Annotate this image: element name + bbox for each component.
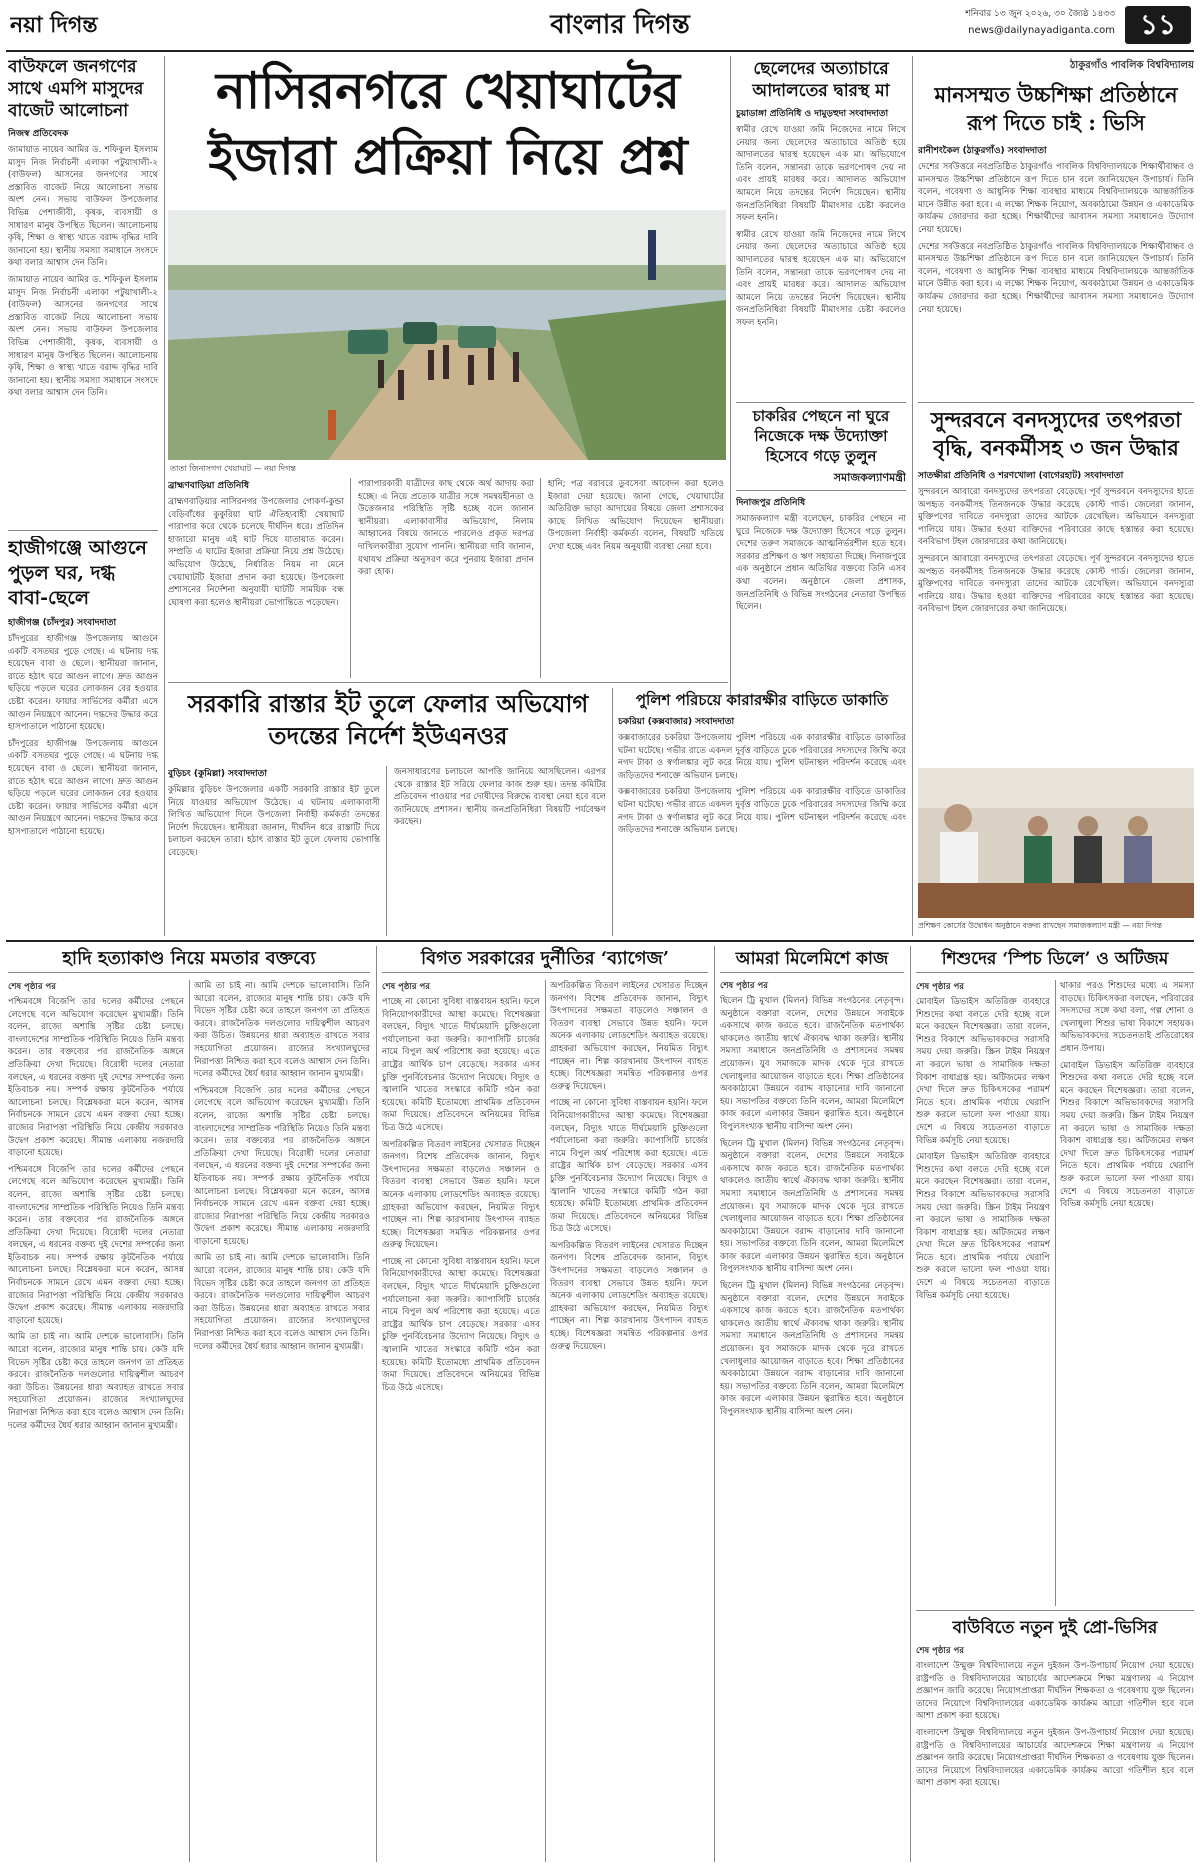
story-road-bricks — [168, 688, 608, 936]
story-work-together — [720, 946, 904, 1862]
story-title[interactable]: শিশুদের ‘স্পিচ ডিলে’ ও অটিজম — [916, 946, 1194, 973]
continued-kicker: শেষ পৃষ্ঠার পর — [916, 982, 964, 992]
story-body-cont: পশ্চিমবঙ্গে বিজেপি তার দলের কর্মীদের পেছনে লেগেছে বলে অভিযোগ করেছেন মুখ্যমন্ত্রী। তিনি বলেন, রাজ্যে অশান্তি সৃষ্টির চেষ্টা চলছে। বাংলাদেশের সাম্প্রতিক পরিস্থিতি নিয়েও তিনি মন্তব্য করেন। তার বক্তব্যের পর রাজনৈতিক অঙ্গনে প্রতিক্রিয়া দেখা দিয়েছে। বিরোধী দলের নেতারা বলছেন, এ ধরনের বক্তব্য দুই দেশের সম্পর্কের জন্য ইতিবাচক নয়। সম্পর্ক রক্ষায় কূটনৈতিক পর্যায়ে আলোচনা চলছে। বিশ্লেষকরা মনে করেন, আসন্ন নির্বাচনকে সামনে রেখে এমন বক্তব্য দেয়া হচ্ছে। রাজ্যের নিরাপত্তা পরিস্থিতি নিয়ে কেন্দ্রীয় সরকারও উদ্বেগ প্রকাশ করেছে। সীমান্ত এলাকায় নজরদারি বাড়ানো হয়েছে। — [8, 1164, 184, 1326]
masthead-logo[interactable]: নয়া দিগন্ত — [10, 12, 98, 38]
lead-body — [168, 478, 726, 678]
story-mamata — [8, 946, 370, 1862]
story-title[interactable]: হাজীগঞ্জে আগুনে পুড়ল ঘর, দগ্ধ বাবা-ছেলে — [8, 537, 147, 609]
story-body-cont: ছিলেন ট্রি মুখাল (মিলন) বিভিন্ন সংগঠনের নেতৃবৃন্দ। অনুষ্ঠানে বক্তারা বলেন, দেশের উন্নয়নে সবাইকে একসাথে কাজ করতে হবে। রাজনৈতিক মতপার্থক্য থাকলেও জাতীয় স্বার্থে ঐক্যবদ্ধ থাকা জরুরি। স্থানীয় সমস্যা সমাধানে জনপ্রতিনিধি ও প্রশাসনের সমন্বয় প্রয়োজন। যুব সমাজকে মাদক থেকে দূরে রাখতে খেলাধুলার আয়োজন বাড়াতে হবে। শিক্ষা প্রতিষ্ঠানের অবকাঠামো উন্নয়নে বরাদ্দ বাড়ানোর দাবি জানানো হয়। সভাপতির বক্তব্যে তিনি বলেন, আমরা মিলেমিশে কাজ করলে এলাকার উন্নয়ন ত্বরান্বিত হবে। অনুষ্ঠানে বিপুলসংখ্যক স্থানীয় বাসিন্দা অংশ নেন। — [720, 1138, 904, 1275]
story-title[interactable]: হাদি হত্যাকাণ্ড নিয়ে মমতার বক্তব্যে — [8, 946, 370, 973]
byline: রানীশংকৈল (ঠাকুরগাঁও) সংবাদদাতা — [918, 146, 1047, 156]
story-mother-court — [736, 58, 906, 398]
story-body-cont: জনসাধারণের চলাচলে আপত্তি জানিয়ে আসছিলেন। এরপর থেকে রাস্তার ইট সরিয়ে ফেলার কাজ শুরু হয়। তদন্ত কমিটির প্রতিবেদন পাওয়ার পর দোষীদের বিরুদ্ধে ব্যবস্থা নেয়া হবে বলে জানিয়েছে প্রশাসন। স্থানীয় জনপ্রতিনিধিরা বিষয়টি পর্যবেক্ষণ করছেন। — [394, 767, 606, 828]
story-body: পশ্চিমবঙ্গে বিজেপি তার দলের কর্মীদের পেছনে লেগেছে বলে অভিযোগ করেছেন মুখ্যমন্ত্রী। তিনি বলেন, রাজ্যে অশান্তি সৃষ্টির চেষ্টা চলছে। বাংলাদেশের সাম্প্রতিক পরিস্থিতি নিয়েও তিনি মন্তব্য করেন। তার বক্তব্যের পর রাজনৈতিক অঙ্গনে প্রতিক্রিয়া দেখা দিয়েছে। বিরোধী দলের নেতারা বলছেন, এ ধরনের বক্তব্য দুই দেশের সম্পর্কের জন্য ইতিবাচক নয়। সম্পর্ক রক্ষায় কূটনৈতিক পর্যায়ে আলোচনা চলছে। বিশ্লেষকরা মনে করেন, আসন্ন নির্বাচনকে সামনে রেখে এমন বক্তব্য দেয়া হচ্ছে। রাজ্যের নিরাপত্তা পরিস্থিতি নিয়ে কেন্দ্রীয় সরকারও উদ্বেগ প্রকাশ করেছে। সীমান্ত এলাকায় নজরদারি বাড়ানো হয়েছে। — [8, 997, 184, 1159]
story-title[interactable]: সরকারি রাস্তার ইট তুলে ফেলার অভিযোগ তদন্তের নির্দেশ ইউএনওর — [187, 689, 589, 750]
lead-body-col2: পারাপারকারী যাত্রীদের কাছ থেকে অর্থ আদায় করা হচ্ছে। এ নিয়ে প্রত্যেক যাত্রীর সঙ্গে সমন্বয়হীনতা ও উত্তেজনার পরিস্থিতি সৃষ্টি হচ্ছে বলে জানান স্থানীয়রা। এলাকাবাসীর অভিযোগ, নিলাম আহ্বানের বিষয়ে জানতে পারলেও প্রকৃত দরপত্র দাখিলকারীরা সুযোগ পাননি। স্থানীয়রা দাবি জানান, যথাযথ প্রক্রিয়া অনুসরণ করে পুনরায় ইজারা প্রদান করা হোক। — [358, 479, 534, 578]
byline: হাজীগঞ্জ (চাঁদপুর) সংবাদদাতা — [8, 618, 117, 628]
story-body-cont: অপরিকল্পিত বিতরণ লাইনের খেসারত দিচ্ছেন জনগণ। বিশেষ প্রতিবেদক জানান, বিদ্যুৎ উৎপাদনের সক্ষমতা বাড়লেও সঞ্চালন ও বিতরণ ব্যবস্থা সেভাবে উন্নত হয়নি। ফলে অনেক এলাকায় লোডশেডিং অব্যাহত রয়েছে। গ্রাহকরা অভিযোগ করছেন, নিয়মিত বিদ্যুৎ পাচ্ছেন না। শিল্প কারখানায় উৎপাদন ব্যাহত হচ্ছে। বিশেষজ্ঞরা সমন্বিত পরিকল্পনার ওপর গুরুত্ব দিয়েছেন। — [382, 1139, 540, 1251]
story-baufal-budget — [8, 56, 158, 526]
story-body-cont: আমি তা চাই না। আমি দেশকে ভালোবাসি। তিনি আরো বলেন, রাজ্যের মানুষ শান্তি চায়। কেউ যদি বিভেদ সৃষ্টির চেষ্টা করে তাহলে জনগণ তা প্রতিহত করবে। রাজনৈতিক দলগুলোর দায়িত্বশীল আচরণ করা উচিত। উন্নয়নের ধারা অব্যাহত রাখতে সবার সহযোগিতা প্রয়োজন। রাজ্যের সংখ্যালঘুদের নিরাপত্তা নিশ্চিত করা হবে বলেও আশ্বাস দেন তিনি। দলের কর্মীদের ধৈর্য ধরার আহ্বান জানান মুখ্যমন্ত্রী। — [194, 1253, 370, 1352]
continued-kicker: শেষ পৃষ্ঠার পর — [916, 1646, 964, 1656]
story-speech-delay — [916, 946, 1194, 1606]
story-body-cont: মোবাইল ডিভাইস অতিরিক্ত ব্যবহারে শিশুদের কথা বলতে দেরি হচ্ছে বলে মনে করছেন বিশেষজ্ঞরা। তারা বলেন, শিশুর বিকাশে অভিভাবকদের সরাসরি সময় দেয়া জরুরি। স্ক্রিন টাইম নিয়ন্ত্রণ না করলে ভাষা ও সামাজিক দক্ষতা বিকাশ বাধাগ্রস্ত হয়। অটিজমের লক্ষণ দেখা দিলে দ্রুত চিকিৎসকের পরামর্শ নিতে হবে। প্রাথমিক পর্যায়ে থেরাপি শুরু করলে ভালো ফল পাওয়া যায়। দেশে এ বিষয়ে সচেতনতা বাড়াতে বিভিন্ন কর্মসূচি নেয়া হয়েছে। — [916, 1152, 1050, 1301]
story-title[interactable]: বাউবিতে নতুন দুই প্রো-ভিসির — [952, 1618, 1158, 1638]
lead-headline — [172, 58, 724, 198]
story-body-cont: আমি তা চাই না। আমি দেশকে ভালোবাসি। তিনি আরো বলেন, রাজ্যের মানুষ শান্তি চায়। কেউ যদি বিভেদ সৃষ্টির চেষ্টা করে তাহলে জনগণ তা প্রতিহত করবে। রাজনৈতিক দলগুলোর দায়িত্বশীল আচরণ করা উচিত। উন্নয়নের ধারা অব্যাহত রাখতে সবার সহযোগিতা প্রয়োজন। রাজ্যের সংখ্যালঘুদের নিরাপত্তা নিশ্চিত করা হবে বলেও আশ্বাস দেন তিনি। দলের কর্মীদের ধৈর্য ধরার আহ্বান জানান মুখ্যমন্ত্রী। — [194, 981, 370, 1080]
continued-kicker: শেষ পৃষ্ঠার পর — [8, 982, 56, 992]
continued-kicker: শেষ পৃষ্ঠার পর — [720, 981, 768, 991]
story-sundarbans — [918, 406, 1194, 762]
lead-byline: ব্রাহ্মণবাড়িয়া প্রতিনিধি — [168, 481, 250, 491]
byline: দিনাজপুর প্রতিনিধি — [736, 498, 806, 508]
story-body-cont: স্বামীর রেখে যাওয়া জমি নিজেদের নামে লিখে নেয়ার জন্য ছেলেদের অত্যাচারে অতিষ্ঠ হয়ে আদালতের দ্বারস্থ হয়েছেন এক মা। অভিযোগে তিনি বলেন, সন্তানরা তাকে ভরণপোষণ দেয় না এবং প্রায়ই মারধর করে। আদালত অভিযোগ আমলে নিয়ে তদন্তের নির্দেশ দিয়েছেন। স্থানীয় জনপ্রতিনিধিরা বিষয়টি মীমাংসার চেষ্টা করলেও সফল হননি। — [736, 229, 906, 328]
story-body-cont: অপরিকল্পিত বিতরণ লাইনের খেসারত দিচ্ছেন জনগণ। বিশেষ প্রতিবেদক জানান, বিদ্যুৎ উৎপাদনের সক্ষমতা বাড়লেও সঞ্চালন ও বিতরণ ব্যবস্থা সেভাবে উন্নত হয়নি। ফলে অনেক এলাকায় লোডশেডিং অব্যাহত রয়েছে। গ্রাহকরা অভিযোগ করছেন, নিয়মিত বিদ্যুৎ পাচ্ছেন না। শিল্প কারখানায় উৎপাদন ব্যাহত হচ্ছে। বিশেষজ্ঞরা সমন্বিত পরিকল্পনার ওপর গুরুত্ব দিয়েছেন। — [550, 1240, 708, 1352]
story-title[interactable]: চাকরির পেছনে না ঘুরে নিজেকে দক্ষ উদ্যোক্তা হিসেবে গড়ে তুলুন — [752, 407, 890, 465]
page-number-badge — [1125, 6, 1191, 44]
minister-photo[interactable] — [918, 768, 1194, 918]
lead-title-line2[interactable]: ইজারা প্রক্রিয়া নিয়ে প্রশ্ন — [208, 127, 688, 186]
dateline: শনিবার ১৩ জুন ২০২৬, ৩০ জ্যৈষ্ঠ ১৪৩৩ — [965, 9, 1115, 19]
story-body-cont: ছিলেন ট্রি মুখাল (মিলন) বিভিন্ন সংগঠনের নেতৃবৃন্দ। অনুষ্ঠানে বক্তারা বলেন, দেশের উন্নয়নে সবাইকে একসাথে কাজ করতে হবে। রাজনৈতিক মতপার্থক্য থাকলেও জাতীয় স্বার্থে ঐক্যবদ্ধ থাকা জরুরি। স্থানীয় সমস্যা সমাধানে জনপ্রতিনিধি ও প্রশাসনের সমন্বয় প্রয়োজন। যুব সমাজকে মাদক থেকে দূরে রাখতে খেলাধুলার আয়োজন বাড়াতে হবে। শিক্ষা প্রতিষ্ঠানের অবকাঠামো উন্নয়নে বরাদ্দ বাড়ানোর দাবি জানানো হয়। সভাপতির বক্তব্যে তিনি বলেন, আমরা মিলেমিশে কাজ করলে এলাকার উন্নয়ন ত্বরান্বিত হবে। অনুষ্ঠানে বিপুলসংখ্যক স্থানীয় বাসিন্দা অংশ নেন। — [720, 1281, 904, 1417]
website[interactable]: news@dailynayadiganta.com — [968, 25, 1115, 36]
story-title[interactable]: পুলিশ পরিচয়ে কারারক্ষীর বাড়িতে ডাকাতি — [635, 691, 889, 709]
story-body-cont: আমি তা চাই না। আমি দেশকে ভালোবাসি। তিনি আরো বলেন, রাজ্যের মানুষ শান্তি চায়। কেউ যদি বিভেদ সৃষ্টির চেষ্টা করে তাহলে জনগণ তা প্রতিহত করবে। রাজনৈতিক দলগুলোর দায়িত্বশীল আচরণ করা উচিত। উন্নয়নের ধারা অব্যাহত রাখতে সবার সহযোগিতা প্রয়োজন। রাজ্যের সংখ্যালঘুদের নিরাপত্তা নিশ্চিত করা হবে বলেও আশ্বাস দেন তিনি। দলের কর্মীদের ধৈর্য ধরার আহ্বান জানান মুখ্যমন্ত্রী। — [8, 1332, 184, 1431]
story-title[interactable]: বাউফলে জনগণের সাথে এমপি মাসুদের বাজেট আলোচনা — [8, 57, 144, 121]
story-body: দেশের সর্বউত্তরে নবপ্রতিষ্ঠিত ঠাকুরগাঁও পাবলিক বিশ্ববিদ্যালয়কে শিক্ষার্থীবান্ধব ও মানসম্মত উচ্চশিক্ষা প্রতিষ্ঠানে রূপ দিতে চান বলে জানিয়েছেন উপাচার্য। তিনি বলেন, গবেষণা ও আধুনিক শিক্ষা ব্যবস্থার মাধ্যমে বিশ্ববিদ্যালয়কে আন্তর্জাতিক মানে উন্নীত করা হবে। এ লক্ষ্যে শিক্ষক নিয়োগ, অবকাঠামো উন্নয়ন ও একাডেমিক কার্যক্রম জোরদার করা হচ্ছে। শিক্ষার্থীদের আবাসন সমস্যা সমাধানেও উদ্যোগ নেয়া হয়েছে। — [918, 162, 1194, 235]
story-body-cont: পাচ্ছে না কোনো সুবিধা বাস্তবায়ন হয়নি। ফলে বিনিয়োগকারীদের আস্থা কমেছে। বিশেষজ্ঞরা বলছেন, বিদ্যুৎ খাতে দীর্ঘমেয়াদি চুক্তিগুলো পর্যালোচনা করা জরুরি। ক্যাপাসিটি চার্জের নামে বিপুল অর্থ পরিশোধ করা হয়েছে। এতে রাষ্ট্রের আর্থিক চাপ বেড়েছে। সরকার এসব চুক্তি পুনর্বিবেচনার উদ্যোগ নিয়েছে। বিদ্যুৎ ও জ্বালানি খাতের সংস্কারে কমিটি গঠন করা হয়েছে। কমিটি ইতোমধ্যে প্রাথমিক প্রতিবেদন জমা দিয়েছে। প্রতিবেদনে অনিয়মের বিভিন্ন চিত্র উঠে এসেছে। — [382, 1256, 540, 1393]
minister-photo-caption: প্রশিক্ষণ কোর্সের উদ্বোধন অনুষ্ঠানে বক্তব্য রাখছেন সমাজকল্যাণ মন্ত্রী — নয়া দিগন্ত — [918, 921, 1162, 930]
byline: চুয়াডাঙ্গা প্রতিনিধি ও দামুড়হুদা সংবাদদাতা — [736, 109, 889, 119]
byline: চকরিয়া (কক্সবাজার) সংবাদদাতা — [618, 717, 735, 727]
story-bou-pro-vc — [916, 1616, 1194, 1862]
story-body-cont: চাঁদপুরের হাজীগঞ্জ উপজেলায় আগুনে একটি বসতঘর পুড়ে গেছে। এ ঘটনায় দগ্ধ হয়েছেন বাবা ও ছেলে। স্থানীয়রা জানান, রাতে হঠাৎ ঘরে আগুন লাগে। দ্রুত আগুন ছড়িয়ে পড়লে ঘরের লোকজন বের হওয়ার চেষ্টা করেন। ফায়ার সার্ভিসের কর্মীরা এসে আগুন নিয়ন্ত্রণে আনেন। দগ্ধদের উদ্ধার করে হাসপাতালে পাঠানো হয়েছে। — [8, 738, 158, 837]
story-body-cont: মোবাইল ডিভাইস অতিরিক্ত ব্যবহারে শিশুদের কথা বলতে দেরি হচ্ছে বলে মনে করছেন বিশেষজ্ঞরা। তারা বলেন, শিশুর বিকাশে অভিভাবকদের সরাসরি সময় দেয়া জরুরি। স্ক্রিন টাইম নিয়ন্ত্রণ না করলে ভাষা ও সামাজিক দক্ষতা বিকাশ বাধাগ্রস্ত হয়। অটিজমের লক্ষণ দেখা দিলে দ্রুত চিকিৎসকের পরামর্শ নিতে হবে। প্রাথমিক পর্যায়ে থেরাপি শুরু করলে ভালো ফল পাওয়া যায়। দেশে এ বিষয়ে সচেতনতা বাড়াতে বিভিন্ন কর্মসূচি নেয়া হয়েছে। — [1060, 1060, 1194, 1210]
story-body-cont: সুন্দরবনে আবারো বনদস্যুদের তৎপরতা বেড়েছে। পূর্ব সুন্দরবনে বনদস্যুদের হাতে অপহৃত বনকর্মীসহ তিনজনকে উদ্ধার করেছে কোস্ট গার্ড। জেলেরা জানান, মুক্তিপণের দাবিতে বনদস্যুরা তাদের আটকে রেখেছিল। অভিযানে বনদস্যুরা পালিয়ে যায়। উদ্ধার হওয়া ব্যক্তিদের পরিবারের কাছে হস্তান্তর করা হয়েছে। বনবিভাগ টহল জোরদারের কথা জানিয়েছে। — [918, 553, 1194, 615]
story-title[interactable]: বিগত সরকারের দুর্নীতির ‘ব্যাগেজ’ — [382, 946, 708, 973]
story-body: ছিলেন ট্রি মুখাল (মিলন) বিভিন্ন সংগঠনের নেতৃবৃন্দ। অনুষ্ঠানে বক্তারা বলেন, দেশের উন্নয়নে সবাইকে একসাথে কাজ করতে হবে। রাজনৈতিক মতপার্থক্য থাকলেও জাতীয় স্বার্থে ঐক্যবদ্ধ থাকা জরুরি। স্থানীয় সমস্যা সমাধানে জনপ্রতিনিধি ও প্রশাসনের সমন্বয় প্রয়োজন। যুব সমাজকে মাদক থেকে দূরে রাখতে খেলাধুলার আয়োজন বাড়াতে হবে। শিক্ষা প্রতিষ্ঠানের অবকাঠামো উন্নয়নে বরাদ্দ বাড়ানোর দাবি জানানো হয়। সভাপতির বক্তব্যে তিনি বলেন, আমরা মিলেমিশে কাজ করলে এলাকার উন্নয়ন ত্বরান্বিত হবে। অনুষ্ঠানে বিপুলসংখ্যক স্থানীয় বাসিন্দা অংশ নেন। — [720, 996, 904, 1132]
story-title[interactable]: আমরা মিলেমিশে কাজ — [720, 946, 904, 973]
story-entrepreneur — [736, 406, 906, 696]
byline: বুড়িচং (কুমিল্লা) সংবাদদাতা — [168, 769, 267, 779]
story-body: জামায়াত নায়েব আমির ড. শফিকুল ইসলাম মাসুদ নিজ নির্বাচনী এলাকা পটুয়াখালী-২ (বাউফল) আসনের জনগণের সাথে প্রস্তাবিত বাজেট নিয়ে আলোচনা সভায় অংশ নেন। সভায় বাউফল উপজেলার বিভিন্ন পেশাজীবী, কৃষক, ব্যবসায়ী ও সাধারণ মানুষ উপস্থিত ছিলেন। আলোচনায় কৃষি, শিক্ষা ও স্বাস্থ্য খাতে বরাদ্দ বৃদ্ধির দাবি জানানো হয়। স্থানীয় সমস্যা সমাধানে সংসদে কথা বলার আশ্বাস দেন তিনি। — [8, 145, 158, 269]
section-title: বাংলার দিগন্ত — [550, 10, 690, 40]
story-body: পাচ্ছে না কোনো সুবিধা বাস্তবায়ন হয়নি। ফলে বিনিয়োগকারীদের আস্থা কমেছে। বিশেষজ্ঞরা বলছেন, বিদ্যুৎ খাতে দীর্ঘমেয়াদি চুক্তিগুলো পর্যালোচনা করা জরুরি। ক্যাপাসিটি চার্জের নামে বিপুল অর্থ পরিশোধ করা হয়েছে। এতে রাষ্ট্রের আর্থিক চাপ বেড়েছে। সরকার এসব চুক্তি পুনর্বিবেচনার উদ্যোগ নিয়েছে। বিদ্যুৎ ও জ্বালানি খাতের সংস্কারে কমিটি গঠন করা হয়েছে। কমিটি ইতোমধ্যে প্রাথমিক প্রতিবেদন জমা দিয়েছে। প্রতিবেদনে অনিয়মের বিভিন্ন চিত্র উঠে এসেছে। — [382, 997, 540, 1133]
story-title[interactable]: ছেলেদের অত্যাচারে আদালতের দ্বারস্থ মা — [752, 59, 890, 101]
story-body-cont: জামায়াত নায়েব আমির ড. শফিকুল ইসলাম মাসুদ নিজ নির্বাচনী এলাকা পটুয়াখালী-২ (বাউফল) আসনের জনগণের সাথে প্রস্তাবিত বাজেট নিয়ে আলোচনা সভায় অংশ নেন। সভায় বাউফল উপজেলার বিভিন্ন পেশাজীবী, কৃষক, ব্যবসায়ী ও সাধারণ মানুষ উপস্থিত ছিলেন। আলোচনায় কৃষি, শিক্ষা ও স্বাস্থ্য খাতে বরাদ্দ বৃদ্ধির দাবি জানানো হয়। স্থানীয় সমস্যা সমাধানে সংসদে কথা বলার আশ্বাস দেন তিনি। — [8, 274, 158, 399]
story-body: সমাজকল্যাণ মন্ত্রী বলেছেন, চাকরির পেছনে না ঘুরে নিজেকে দক্ষ উদ্যোক্তা হিসেবে গড়ে তুলুন। দেশের তরুণ সমাজকে আত্মনির্ভরশীল হতে হবে। সরকার প্রশিক্ষণ ও ঋণ সহায়তা দিচ্ছে। দিনাজপুরে এক অনুষ্ঠানে প্রধান অতিথির বক্তব্যে তিনি এসব কথা বলেন। অনুষ্ঠানে জেলা প্রশাসক, জনপ্রতিনিধি ও বিভিন্ন সংগঠনের নেতারা উপস্থিত ছিলেন। — [736, 514, 906, 613]
lead-body-col3: হানি; পত্র বরাবরে ডুবসেবা আবেদন করা হলেও ইজারা দেয়া হয়েছে। জানা গেছে, খেয়াঘাটের অতিরিক্ত ভাড়া আদায়ের বিষয়ে জেলা প্রশাসকের কাছে লিখিত অভিযোগ দিয়েছেন স্থানীয়রা। উপজেলা নির্বাহী কর্মকর্তা বলেন, বিষয়টি খতিয়ে দেখা হচ্ছে এবং নিয়ম অনুযায়ী ব্যবস্থা নেয়া হবে। — [548, 479, 724, 552]
story-title[interactable]: সুন্দরবনে বনদস্যুদের তৎপরতা বৃদ্ধি, বনকর্মীসহ ৩ জন উদ্ধার — [930, 407, 1182, 460]
story-body-cont: থাকার পরও শিশুদের মধ্যে এ সমস্যা বাড়ছে। চিকিৎসকরা বলছেন, পরিবারের সদস্যদের সঙ্গে কথা বলা, গল্প শোনা ও খেলাধুলা শিশুর ভাষা বিকাশে সহায়ক। অভিভাবকদের সচেতনতাই প্রতিরোধের প্রধান উপায়। — [1060, 981, 1194, 1054]
story-body: সুন্দরবনে আবারো বনদস্যুদের তৎপরতা বেড়েছে। পূর্ব সুন্দরবনে বনদস্যুদের হাতে অপহৃত বনকর্মীসহ তিনজনকে উদ্ধার করেছে কোস্ট গার্ড। জেলেরা জানান, মুক্তিপণের দাবিতে বনদস্যুরা তাদের আটকে রেখেছিল। অভিযানে বনদস্যুরা পালিয়ে যায়। উদ্ধার হওয়া ব্যক্তিদের পরিবারের কাছে হস্তান্তর করা হয়েছে। বনবিভাগ টহল জোরদারের কথা জানিয়েছে। — [918, 487, 1194, 548]
story-vc-university — [918, 58, 1194, 398]
byline: সাতক্ষীরা প্রতিনিধি ও শরণখোলা (বাগেরহাট) সংবাদদাতা — [918, 471, 1124, 481]
story-robbery — [618, 690, 906, 936]
story-body: স্বামীর রেখে যাওয়া জমি নিজেদের নামে লিখে নেয়ার জন্য ছেলেদের অত্যাচারে অতিষ্ঠ হয়ে আদালতের দ্বারস্থ হয়েছেন এক মা। অভিযোগে তিনি বলেন, সন্তানরা তাকে ভরণপোষণ দেয় না এবং প্রায়ই মারধর করে। আদালত অভিযোগ আমলে নিয়ে তদন্তের নির্দেশ দিয়েছেন। স্থানীয় জনপ্রতিনিধিরা বিষয়টি মীমাংসার চেষ্টা করলেও সফল হননি। — [736, 125, 906, 224]
byline: নিজস্ব প্রতিবেদক — [8, 129, 69, 139]
river-ferry-ghat-image — [168, 210, 726, 460]
continued-kicker: শেষ পৃষ্ঠার পর — [382, 982, 430, 992]
story-body: কুমিল্লার বুড়িচং উপজেলার একটি সরকারি রাস্তার ইট তুলে নিয়ে যাওয়ার অভিযোগ উঠেছে। এ ঘটনায় এলাকাবাসী লিখিত অভিযোগ দিলে উপজেলা নির্বাহী কর্মকর্তা তদন্তের নির্দেশ দিয়েছেন। স্থানীয়রা জানান, দীর্ঘদিন ধরে রাস্তাটি দিয়ে চলাচল করছেন তারা। হঠাৎ রাস্তার ইট তুলে ফেলায় ভোগান্তি বেড়েছে। — [168, 785, 380, 858]
story-body: মোবাইল ডিভাইস অতিরিক্ত ব্যবহারে শিশুদের কথা বলতে দেরি হচ্ছে বলে মনে করছেন বিশেষজ্ঞরা। তারা বলেন, শিশুর বিকাশে অভিভাবকদের সরাসরি সময় দেয়া জরুরি। স্ক্রিন টাইম নিয়ন্ত্রণ না করলে ভাষা ও সামাজিক দক্ষতা বিকাশ বাধাগ্রস্ত হয়। অটিজমের লক্ষণ দেখা দিলে দ্রুত চিকিৎসকের পরামর্শ নিতে হবে। প্রাথমিক পর্যায়ে থেরাপি শুরু করলে ভালো ফল পাওয়া যায়। দেশে এ বিষয়ে সচেতনতা বাড়াতে বিভিন্ন কর্মসূচি নেয়া হয়েছে। — [916, 997, 1050, 1146]
story-body-cont: বাংলাদেশ উন্মুক্ত বিশ্ববিদ্যালয়ে নতুন দুইজন উপ-উপাচার্য নিয়োগ দেয়া হয়েছে। রাষ্ট্রপতি ও বিশ্ববিদ্যালয়ের আচার্যের আদেশক্রমে শিক্ষা মন্ত্রণালয় এ নিয়োগ প্রজ্ঞাপন জারি করেছে। নিয়োগপ্রাপ্তরা দীর্ঘদিন শিক্ষকতা ও গবেষণায় যুক্ত ছিলেন। তাদের নিয়োগে বিশ্ববিদ্যালয়ের একাডেমিক কার্যক্রম আরো গতিশীল হবে বলে আশা প্রকাশ করা হয়েছে। — [916, 1727, 1194, 1789]
page-number: ১১ — [1139, 8, 1177, 41]
lead-title-line1[interactable]: নাসিরনগরে খেয়াঘাটের — [215, 61, 681, 120]
story-subtitle: সমাজকল্যাণমন্ত্রী — [736, 469, 906, 491]
story-body-cont: পাচ্ছে না কোনো সুবিধা বাস্তবায়ন হয়নি। ফলে বিনিয়োগকারীদের আস্থা কমেছে। বিশেষজ্ঞরা বলছেন, বিদ্যুৎ খাতে দীর্ঘমেয়াদি চুক্তিগুলো পর্যালোচনা করা জরুরি। ক্যাপাসিটি চার্জের নামে বিপুল অর্থ পরিশোধ করা হয়েছে। এতে রাষ্ট্রের আর্থিক চাপ বেড়েছে। সরকার এসব চুক্তি পুনর্বিবেচনার উদ্যোগ নিয়েছে। বিদ্যুৎ ও জ্বালানি খাতের সংস্কারে কমিটি গঠন করা হয়েছে। কমিটি ইতোমধ্যে প্রাথমিক প্রতিবেদন জমা দিয়েছে। প্রতিবেদনে অনিয়মের বিভিন্ন চিত্র উঠে এসেছে। — [550, 1098, 708, 1235]
story-body: চাঁদপুরের হাজীগঞ্জ উপজেলায় আগুনে একটি বসতঘর পুড়ে গেছে। এ ঘটনায় দগ্ধ হয়েছেন বাবা ও ছেলে। স্থানীয়রা জানান, রাতে হঠাৎ ঘরে আগুন লাগে। দ্রুত আগুন ছড়িয়ে পড়লে ঘরের লোকজন বের হওয়ার চেষ্টা করেন। ফায়ার সার্ভিসের কর্মীরা এসে আগুন নিয়ন্ত্রণে আনেন। দগ্ধদের উদ্ধার করে হাসপাতালে পাঠানো হয়েছে। — [8, 634, 158, 733]
story-baggage — [382, 946, 708, 1862]
story-body-cont: কক্সবাজারের চকরিয়া উপজেলায় পুলিশ পরিচয়ে এক কারারক্ষীর বাড়িতে ডাকাতির ঘটনা ঘটেছে। গভীর রাতে একদল দুর্বৃত্ত বাড়িতে ঢুকে পরিবারের সদস্যদের জিম্মি করে নগদ টাকা ও স্বর্ণালঙ্কার লুট করে নিয়ে যায়। পুলিশ ঘটনাস্থল পরিদর্শন করেছে এবং জড়িতদের শনাক্তে অভিযান চলছে। — [618, 787, 906, 836]
meeting-photo-image — [918, 768, 1194, 918]
story-body: কক্সবাজারের চকরিয়া উপজেলায় পুলিশ পরিচয়ে এক কারারক্ষীর বাড়িতে ডাকাতির ঘটনা ঘটেছে। গভীর রাতে একদল দুর্বৃত্ত বাড়িতে ঢুকে পরিবারের সদস্যদের জিম্মি করে নগদ টাকা ও স্বর্ণালঙ্কার লুট করে নিয়ে যায়। পুলিশ ঘটনাস্থল পরিদর্শন করেছে এবং জড়িতদের শনাক্তে অভিযান চলছে। — [618, 733, 906, 781]
lead-photo[interactable] — [168, 210, 726, 460]
story-body: বাংলাদেশ উন্মুক্ত বিশ্ববিদ্যালয়ে নতুন দুইজন উপ-উপাচার্য নিয়োগ দেয়া হয়েছে। রাষ্ট্রপতি ও বিশ্ববিদ্যালয়ের আচার্যের আদেশক্রমে শিক্ষা মন্ত্রণালয় এ নিয়োগ প্রজ্ঞাপন জারি করেছে। নিয়োগপ্রাপ্তরা দীর্ঘদিন শিক্ষকতা ও গবেষণায় যুক্ত ছিলেন। তাদের নিয়োগে বিশ্ববিদ্যালয়ের একাডেমিক কার্যক্রম আরো গতিশীল হবে বলে আশা প্রকাশ করা হয়েছে। — [916, 1661, 1194, 1722]
story-body-cont: পশ্চিমবঙ্গে বিজেপি তার দলের কর্মীদের পেছনে লেগেছে বলে অভিযোগ করেছেন মুখ্যমন্ত্রী। তিনি বলেন, রাজ্যে অশান্তি সৃষ্টির চেষ্টা চলছে। বাংলাদেশের সাম্প্রতিক পরিস্থিতি নিয়েও তিনি মন্তব্য করেন। তার বক্তব্যের পর রাজনৈতিক অঙ্গনে প্রতিক্রিয়া দেখা দিয়েছে। বিরোধী দলের নেতারা বলছেন, এ ধরনের বক্তব্য দুই দেশের সম্পর্কের জন্য ইতিবাচক নয়। সম্পর্ক রক্ষায় কূটনৈতিক পর্যায়ে আলোচনা চলছে। বিশ্লেষকরা মনে করেন, আসন্ন নির্বাচনকে সামনে রেখে এমন বক্তব্য দেয়া হচ্ছে। রাজ্যের নিরাপত্তা পরিস্থিতি নিয়ে কেন্দ্রীয় সরকারও উদ্বেগ প্রকাশ করেছে। সীমান্ত এলাকায় নজরদারি বাড়ানো হয়েছে। — [194, 1085, 370, 1247]
lead-body-col1: ব্রাহ্মণবাড়িয়ার নাসিরনগর উপজেলার গোকর্ণ-কুন্ডা বেড়িবাঁধের কুকুরিয়া ঘাট ঐতিহ্যবাহী খেয়াঘাট পারাপার করে থেকে চলেছে দীর্ঘদিন ধরে। প্রতিদিন হাজারো মানুষ এই ঘাট দিয়ে যাতায়াত করেন। সম্প্রতি এ ঘাটের ইজারা প্রক্রিয়া নিয়ে প্রশ্ন উঠেছে। অভিযোগ উঠেছে, নির্ধারিত নিয়ম না মেনে খেয়াঘাটটি ইজারা প্রদান করা হয়েছে। উপজেলা প্রশাসনের নির্দেশনা অনুযায়ী ঘাটটি সাময়িক বন্ধ ঘোষণা করা হলেও স্থানীয়রা ভোগান্তিতে পড়েছেন। — [168, 497, 344, 608]
lead-photo-caption: তাতা জিনাসগগ খেয়াঘাট — নয়া দিগন্ত — [170, 464, 296, 473]
story-title[interactable]: মানসম্মত উচ্চশিক্ষা প্রতিষ্ঠানে রূপ দিতে চাই : ভিসি — [934, 82, 1178, 135]
masthead — [0, 0, 1200, 50]
story-body-cont: অপরিকল্পিত বিতরণ লাইনের খেসারত দিচ্ছেন জনগণ। বিশেষ প্রতিবেদক জানান, বিদ্যুৎ উৎপাদনের সক্ষমতা বাড়লেও সঞ্চালন ও বিতরণ ব্যবস্থা সেভাবে উন্নত হয়নি। ফলে অনেক এলাকায় লোডশেডিং অব্যাহত রয়েছে। গ্রাহকরা অভিযোগ করছেন, নিয়মিত বিদ্যুৎ পাচ্ছেন না। শিল্প কারখানায় উৎপাদন ব্যাহত হচ্ছে। বিশেষজ্ঞরা সমন্বিত পরিকল্পনার ওপর গুরুত্ব দিয়েছেন। — [550, 981, 708, 1092]
story-hajiganj-fire — [8, 536, 158, 936]
story-kicker: ঠাকুরগাঁও পাবলিক বিশ্ববিদ্যালয় — [1069, 60, 1194, 71]
story-body-cont: দেশের সর্বউত্তরে নবপ্রতিষ্ঠিত ঠাকুরগাঁও পাবলিক বিশ্ববিদ্যালয়কে শিক্ষার্থীবান্ধব ও মানসম্মত উচ্চশিক্ষা প্রতিষ্ঠানে রূপ দিতে চান বলে জানিয়েছেন উপাচার্য। তিনি বলেন, গবেষণা ও আধুনিক শিক্ষা ব্যবস্থার মাধ্যমে বিশ্ববিদ্যালয়কে আন্তর্জাতিক মানে উন্নীত করা হবে। এ লক্ষ্যে শিক্ষক নিয়োগ, অবকাঠামো উন্নয়ন ও একাডেমিক কার্যক্রম জোরদার করা হচ্ছে। শিক্ষার্থীদের আবাসন সমস্যা সমাধানেও উদ্যোগ নেয়া হয়েছে। — [918, 241, 1194, 315]
